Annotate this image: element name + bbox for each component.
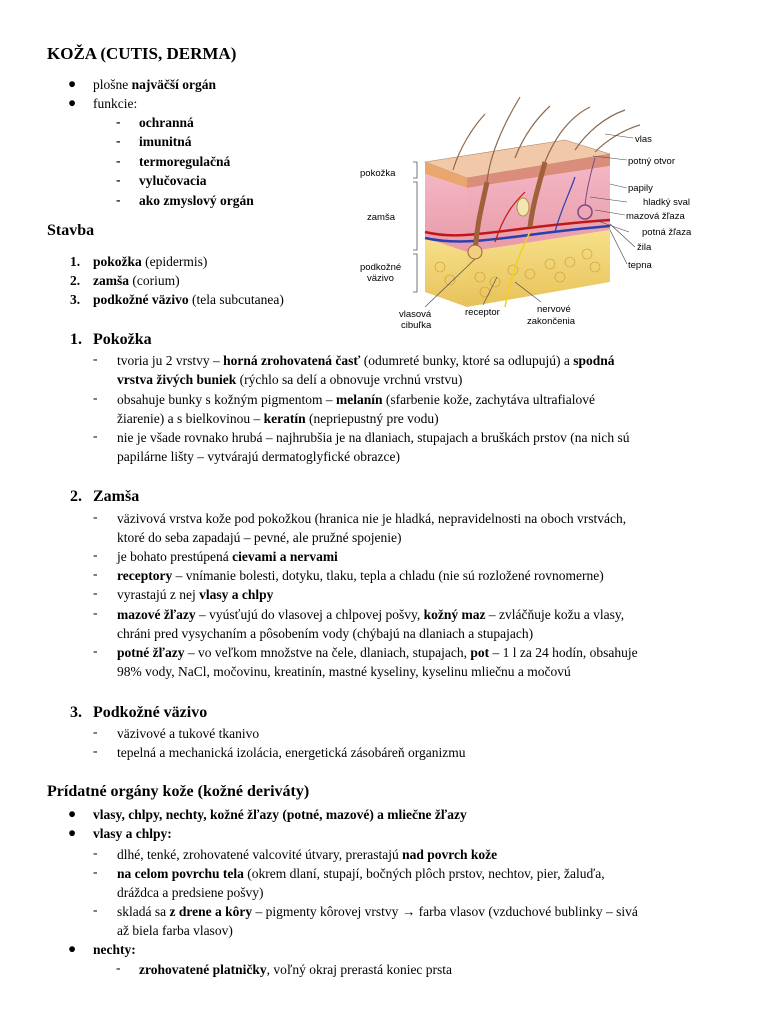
dash-marker: - xyxy=(93,724,98,739)
skin-block-illustration xyxy=(425,97,640,307)
podkozne-line: väzivové a tukové tkanivo xyxy=(117,726,260,741)
section-heading-podkozne: Podkožné väzivo xyxy=(93,704,208,721)
label-cibulka: cibuľka xyxy=(401,320,432,331)
label-zakoncenia: zakončenia xyxy=(527,316,576,327)
stavba-item: zamša (corium) xyxy=(93,273,180,288)
section-heading-pokozka: Pokožka xyxy=(93,331,152,348)
function-item: vylučovacia xyxy=(139,173,207,188)
dash-marker: - xyxy=(116,192,121,207)
skin-diagram xyxy=(355,92,703,332)
zamsa-line: receptory – vnímanie bolesti, dotyku, tlaku, tepla a chladu (nie sú rozložené rovnomerne) xyxy=(117,568,604,583)
function-item: ako zmyslový orgán xyxy=(139,193,254,208)
section-number: 1. xyxy=(70,331,82,348)
dash-marker: - xyxy=(116,133,121,148)
stavba-item: podkožné väzivo (tela subcutanea) xyxy=(93,292,284,307)
pridatne-line: skladá sa z drene a kôry – pigmenty kôrovej vrstvy → farba vlasov (vzduchové bublinky – sivá xyxy=(117,904,638,919)
dash-marker: - xyxy=(116,114,121,129)
pridatne-line: dlhé, tenké, zrohovatené valcovité útvary, prerastajú nad povrch kože xyxy=(117,847,498,862)
pokozka-line: žiarenie) a s bielkovinou – keratín (nepriepustný pre vodu) xyxy=(117,411,439,426)
dash-marker: - xyxy=(116,153,121,168)
label-hladky-sval: hladký sval xyxy=(643,197,690,208)
intro-line-1: plošne najväčší orgán xyxy=(93,77,216,92)
dash-marker: - xyxy=(93,845,98,860)
dash-marker: - xyxy=(93,605,98,620)
label-mazova-zlaza: mazová žľaza xyxy=(626,211,685,222)
function-item: ochranná xyxy=(139,115,194,130)
pridatne-line: vlasy, chlpy, nechty, kožné žľazy (potné, mazové) a mliečne žľazy xyxy=(93,807,467,822)
dash-marker: - xyxy=(93,643,98,658)
pokozka-line: nie je všade rovnako hrubá – najhrubšia je na dlaniach, stupajach a bruškách prstov (na nich sú xyxy=(117,430,630,445)
dash-marker: - xyxy=(93,864,98,879)
section-number: 2. xyxy=(70,488,82,505)
list-number: 3. xyxy=(70,292,81,307)
zamsa-line: 98% vody, NaCl, močovinu, kreatinín, mastné kyseliny, kyselinu mliečnu a močovú xyxy=(117,664,571,679)
label-tepna: tepna xyxy=(628,260,652,271)
bullet-icon: ● xyxy=(68,95,77,110)
pridatne-line: zrohovatené platničky, voľný okraj prerastá koniec prsta xyxy=(139,962,453,977)
label-zila: žila xyxy=(637,242,652,253)
list-number: 2. xyxy=(70,273,81,288)
list-number: 1. xyxy=(70,254,81,269)
label-zamsa: zamša xyxy=(367,212,395,223)
label-pokozka: pokožka xyxy=(360,168,396,179)
intro-line-2: funkcie: xyxy=(93,96,138,111)
pokozka-line: obsahuje bunky s kožným pigmentom – melanín (sfarbenie kože, zachytáva ultrafialové xyxy=(117,392,596,407)
bullet-icon: ● xyxy=(68,806,77,821)
function-item: termoregulačná xyxy=(139,154,231,169)
zamsa-line: mazové žľazy – vyúsťujú do vlasovej a chlpovej pošvy, kožný maz – zvláčňuje kožu a vlasy, xyxy=(117,607,625,622)
pridatne-line: až biela farba vlasov) xyxy=(117,923,233,938)
dash-marker: - xyxy=(93,902,98,917)
pokozka-line: vrstva živých buniek (rýchlo sa delí a obnovuje vrchnú vrstvu) xyxy=(117,372,463,387)
section-heading-stavba: Stavba xyxy=(47,222,95,239)
page-title: KOŽA (CUTIS, DERMA) xyxy=(47,44,237,63)
function-item: imunitná xyxy=(139,134,192,149)
bullet-icon: ● xyxy=(68,76,77,91)
pokozka-line: tvoria ju 2 vrstvy – horná zrohovatená časť (odumreté bunky, ktoré sa odlupujú) a spodná xyxy=(117,353,615,368)
bullet-icon: ● xyxy=(68,941,77,956)
dash-marker: - xyxy=(93,428,98,443)
label-papily: papily xyxy=(628,183,653,194)
dash-marker: - xyxy=(93,509,98,524)
stavba-item: pokožka (epidermis) xyxy=(93,254,208,269)
label-vlas: vlas xyxy=(635,134,652,145)
bullet-icon: ● xyxy=(68,825,77,840)
section-heading-pridatne: Prídatné orgány kože (kožné deriváty) xyxy=(47,783,310,800)
label-podkozne: podkožné xyxy=(360,262,402,273)
podkozne-line: tepelná a mechanická izolácia, energetická zásobáreň organizmu xyxy=(117,745,466,760)
label-potna-zlaza: potná žľaza xyxy=(642,227,692,238)
zamsa-line: väzivová vrstva kože pod pokožkou (hranica nie je hladká, nepravidelnosti na oboch vrstvách, xyxy=(117,511,627,526)
label-potny-otvor: potný otvor xyxy=(628,156,675,167)
zamsa-line: chráni pred vysychaním a pôsobením vody (chýbajú na dlaniach a stupajach) xyxy=(117,626,534,641)
pridatne-line: dráždca a predsiene pošvy) xyxy=(117,885,264,900)
pridatne-line: nechty: xyxy=(93,942,136,957)
label-receptor: receptor xyxy=(465,307,500,318)
pridatne-line: vlasy a chlpy: xyxy=(93,826,172,841)
zamsa-line: vyrastajú z nej vlasy a chlpy xyxy=(117,587,274,602)
label-vlasova: vlasová xyxy=(399,309,432,320)
dash-marker: - xyxy=(93,566,98,581)
dash-marker: - xyxy=(93,743,98,758)
dash-marker: - xyxy=(93,351,98,366)
section-number: 3. xyxy=(70,704,82,721)
arrow-right-icon: → xyxy=(401,904,416,919)
dash-marker: - xyxy=(93,390,98,405)
dash-marker: - xyxy=(116,172,121,187)
dash-marker: - xyxy=(93,585,98,600)
zamsa-line: je bohato prestúpená cievami a nervami xyxy=(117,549,338,564)
label-nervove: nervové xyxy=(537,304,571,315)
dash-marker: - xyxy=(93,547,98,562)
section-heading-zamsa: Zamša xyxy=(93,488,140,505)
dash-marker: - xyxy=(116,960,121,975)
pridatne-line: na celom povrchu tela (okrem dlaní, stupají, bočných plôch prstov, nechtov, pier, žaluďa, xyxy=(117,866,605,881)
pokozka-line: papilárne lišty – vytvárajú dermatoglyfické obrazce) xyxy=(117,449,401,464)
zamsa-line: potné žľazy – vo veľkom množstve na čele, dlaniach, stupajach, pot – 1 l za 24 hodín, obsahuje xyxy=(117,645,638,660)
zamsa-line: ktoré do seba zapadajú – pevné, ale pružné spojenie) xyxy=(117,530,402,545)
label-vazivo: väzivo xyxy=(367,273,394,284)
